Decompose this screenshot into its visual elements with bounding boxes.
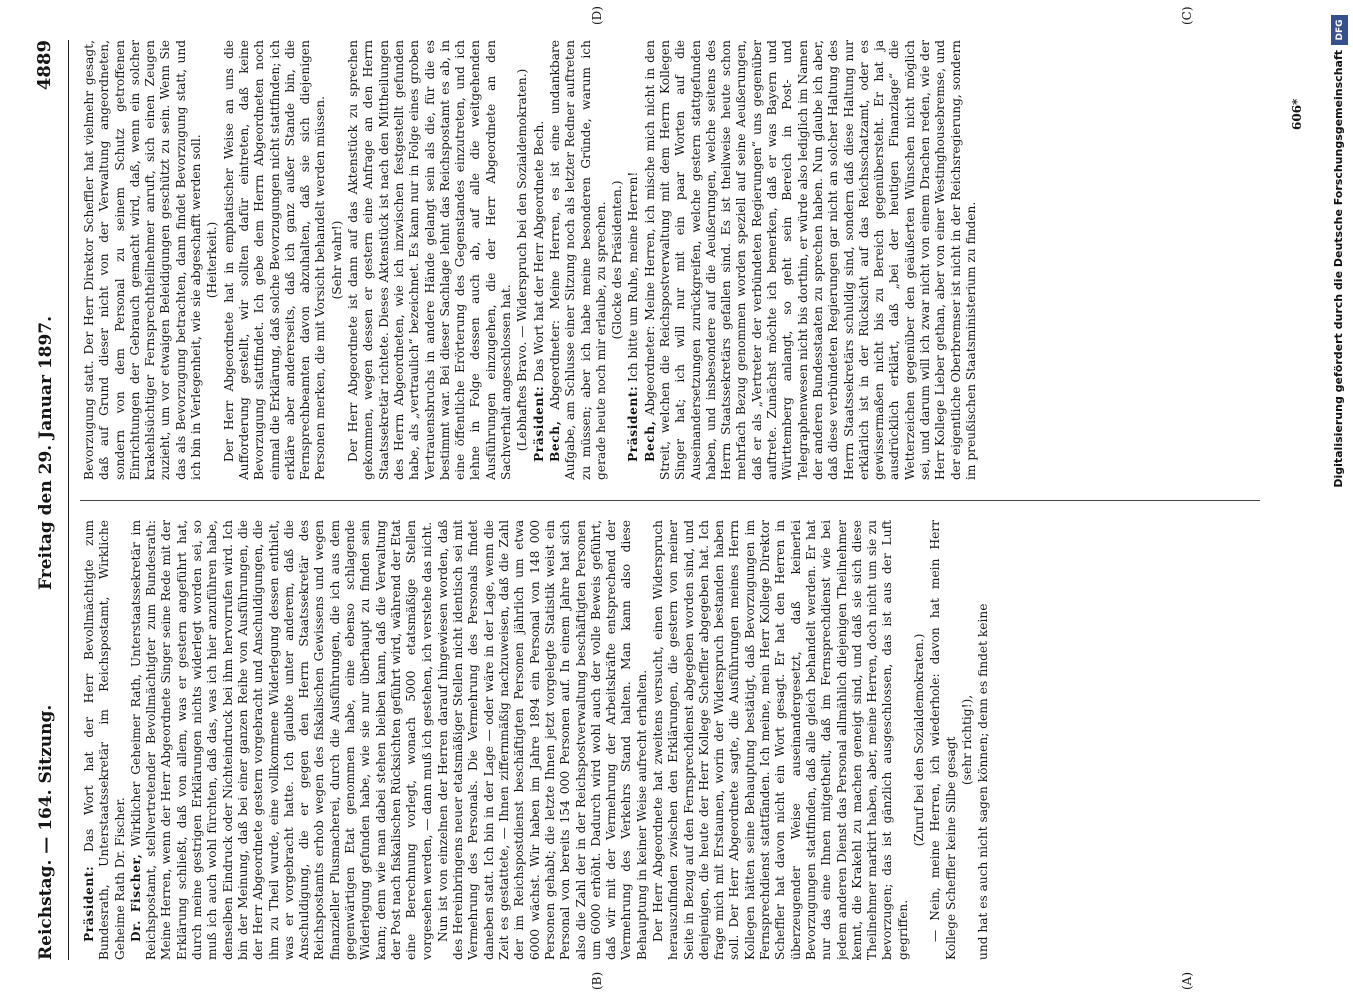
stage-direction: (Sehr wahr!): [329, 220, 344, 300]
left-column: [82, 520, 1267, 960]
stage-direction: (Glocke des Präsidenten.): [610, 180, 625, 340]
paragraph-text: Abgeordneter: Meine Herren, es ist eine undankbare Aufgabe, am Schlusse einer Sitzung noch als letzter Redner auftreten zu müssen; aber ich habe meine besonderen Gründe, warum ich gerade heute noch mir erlaube, zu sprechen.: [547, 40, 608, 480]
speaker-name: Dr. Fischer,: [128, 853, 143, 942]
paragraph: [129, 520, 435, 960]
speaker-name: Präsident:: [82, 865, 96, 942]
paragraph-text: Wirklicher Geheimer Rath, Unterstaatssekretär im Reichspostamt, stellvertretender Bevollmächtigter zum Bundesrath: Meine Herren, wenn der Herr Abgeordnete Singer seine Rede mit der Erklärung schließt, daß von allem, was er gestern angeführt hat, durch meine gestrigen Erklärungen nichts widerlegt worden sei, so muß ich auch wohl fürchten, daß das, was ich hier anzuführen habe, denselben Eindruck oder Nichteindruck bei ihm hervorrufen wird. Ich bin der Meinung, daß bei einer ganzen Reihe von Ausführungen, die der Herr Abgeordnete gestern vorgebracht und Anschuldigungen, die ihm zu Theil wurde, eine vollkommene Widerlegung dessen enthielt, was er vorgebracht hatte. Ich glaubte unter anderem, daß die Anschuldigung, die er gegen den Herrn Staatssekretär des Reichspostamts erhob wegen des fiskalischen Gewissens und wegen finanzieller Plusmacherei, durch die Ausführungen, die ich aus dem gegenwärtigen Etat genommen habe, eine ebenso schlagende Widerlegung gefunden habe, wie sie nur überhaupt zu finden sein kann; denn wie man dabei stehen bleiben kann, daß die Verwaltung der Post nach fiskalischen Rücksichten geführt wird, während der Etat eine Berechnung vorlegt, wonach 5000 etatsmäßige Stellen vorgesehen werden, — dann muß ich gestehen, ich verstehe das nicht.: [128, 520, 434, 960]
paragraph: [548, 40, 609, 480]
page-signature: 606*: [1290, 98, 1304, 130]
paragraph: [346, 40, 514, 480]
paragraph-text: Das Wort hat der Herr Abgeordnete Bech.: [531, 120, 546, 386]
speaker-name: Präsident:: [531, 385, 546, 462]
paragraph-text: Der Herr Abgeordnete ist dann auf das Aktenstück zu sprechen gekommen, wegen dessen er gestern eine Anfrage an den Herrn Staatssekretär richtete. Dieses Aktenstück ist nach den Mittheilungen des Herrn Abgeordneten, wie ich inzwischen festgestellt gefunden habe, als „vertraulich“ bezeichnet. Es kann nur in Folge eines groben Vertrauensbruchs in andere Hände gelangt sein als die, für die es bestimmt war. Bei dieser Sachlage lehnt das Reichspostamt es ab, in eine öffentliche Erörterung des Gegenstandes einzutreten, und ich lehne in Folge dessen auch ab, auf alle die weitgehenden Ausführungen einzugehen, die der Herr Abgeordnete an den Sachverhalt angeschlossen hat.: [346, 40, 514, 480]
speaker-name: Bech,: [547, 420, 562, 462]
dfg-logo: DFG: [1331, 15, 1348, 45]
paragraph: [651, 520, 911, 960]
paragraph: [82, 40, 204, 480]
column-divider: [80, 500, 1260, 501]
paragraph: [222, 40, 329, 480]
paragraph-text: Der Herr Abgeordnete hat in emphatischer Weise an uns die Aufforderung gestellt, wir sollten dafür eintreten, daß keine Bevorzugung stattfindet. Ich gebe dem Herrn Abgeordneten noch einmal die Erklärung, daß solche Bevorzugungen nicht stattfinden; ich erkläre aber andererseits, daß ich ganz außer Stande bin, die Fernsprechbeamten davon abzuhalten, daß sie sich diejenigen Personen merken, die mit Vorsicht behandelt werden müssen.: [221, 40, 328, 480]
header-date: Freitag den 29. Januar 1897.: [36, 315, 56, 590]
page-header: [28, 40, 69, 960]
paragraph: [436, 520, 650, 960]
paragraph-text: Das Wort hat der Herr Bevollmächtigte zum Bundesrath, Unterstaatssekretär im Reichspostamt, Wirkliche Geheime Rath Dr. Fischer.: [82, 520, 127, 960]
paragraph-text: und hat es auch nicht sagen können; denn es findet keine: [976, 603, 991, 960]
paragraph: [976, 520, 991, 960]
speaker-name: Bech,: [642, 420, 657, 462]
paragraph-text: Nun ist von einzelnen der Herren darauf hingewiesen worden, daß des Hereinbringens neuer etatsmäßiger Stellen nicht identisch sei mit Vermehrung des Personals. Die Vermehrung des Personals findet daneben statt. Ich bin in der Lage — oder wäre in der Lage, wenn die Zeit es gestattete, — Ihnen ziffernmäßig nachzuweisen, daß die Zahl der im Reichspostdienst beschäftigten Personen jährlich um etwa 6000 wächst. Wir haben im Jahre 1894 ein Personal von 148 000 Personen gehabt; die letzte Ihnen jetzt vorgelegte Statistik weist ein Personal von bereits 154 000 Personen auf. In einem Jahre hat sich also die Zahl der in der Reichspostverwaltung beschäftigten Personen um 6000 erhöht. Dadurch wird wohl auch der volle Beweis geführt, daß wir mit der Vermehrung der Arbeitskräfte entsprechend der Vermehrung des Verkehrs Stand halten. Man kann also diese Behauptung in keiner Weise aufrecht erhalten.: [435, 520, 649, 960]
paragraph: [626, 40, 641, 480]
stage-direction: (Lebhaftes Bravo. — Widerspruch bei den Sozialdemokraten.): [515, 68, 530, 452]
speaker-name: Präsident:: [626, 385, 641, 462]
paragraph: [928, 520, 959, 960]
paragraph-text: Bevorzugung statt. Der Herr Direktor Scheffler hat vielmehr gesagt, daß auf Grund dieser nicht von der Verwaltung angeordneten, sondern von dem Personal zu seinem Schutz getroffenen Einrichtungen der Gebrauch gemacht wird, daß, wenn ein solcher krakehlsüchtiger Fernsprechtheilnehmer anruft, sich einen Zeugen zuzieht, um vor etwaigen Beleidigungen geschützt zu sein. Wenn Sie das als Bevorzugung betrachten, dann findet Bevorzugung statt, und ich bin in Verlegenheit, wie sie abgeschafft werden soll.: [82, 40, 204, 480]
stage-direction: (sehr richtig!),: [959, 694, 974, 786]
paragraph-text: Der Herr Abgeordnete hat zweitens versucht, einen Widerspruch herauszufinden zwischen den Erklärungen, die gestern von meiner Seite in Bezug auf den Fernsprechdienst abgegeben worden sind, und denjenigen, die heute der Herr Kollege Scheffler abgegeben hat. Ich frage mich mit Erstaunen, worin der Widerspruch bestanden haben soll. Der Herr Abgeordnete sagte, die Ausführungen meines Herrn Kollegen hätten seine Behauptung bestätigt, daß Bevorzugungen im Fernsprechdienst stattfänden. Ich meine, mein Herr Kollege Direktor Scheffler hat davon nicht ein Wort gesagt. Er hat den Herren in überzeugender Weise auseinandergesetzt, daß keinerlei Bevorzugungen stattfinden, daß alle gleich behandelt werden. Er hat nur das eine Ihnen mitgetheilt, daß im Fernsprechdienst wie bei jedem anderen Dienst das Personal allmählich diejenigen Theilnehmer kennt, die Krakehl zu machen geneigt sind, und daß sie sich diese Theilnehmer markirt haben, aber, meine Herren, doch nicht um sie zu bevorzugen; das ist gänzlich ausgeschlossen, das ist aus der Luft gegriffen.: [650, 520, 910, 960]
paragraph-text: Abgeordneter: Meine Herren, ich mische mich nicht in den Streit, welchen die Reichspostverwaltung mit dem Herrn Kollegen Singer hat; ich will nur mit ein paar Worten auf die Auseinandersetzungen zurückgreifen, welche gestern stattgefunden haben, und insbesondere auf die Aeußerungen, welche seitens des Herrn Staatssekretärs gefallen sind. Es ist theilweise heute schon mehrfach Bezug genommen worden speziell auf seine Aeußerungen, daß er als „Vertreter der verbündeten Regierungen“ uns gegenüber auftrete. Zunächst möchte ich bemerken, daß er was Bayern und Württemberg anlangt, so geht sein Bereich in Post- und Telegraphenwesen nicht bis dorthin, er würde also lediglich im Namen der anderen Bundesstaaten zu sprechen haben. Nun glaube ich aber, daß diese verbündeten Regierungen gar nicht an solcher Haltung des Herrn Staatssekretärs schuldig sind, sondern daß diese Haltung nur erklärlich ist in der Rücksicht auf das Reichsschatzamt, oder es gewissermaßen nicht bis zu Bereich gegenübersteht. Er hat ja ausdrücklich erklärt, daß „bei der heutigen Finanzlage“ die Wetterzeichen gegenüber den geäußerten Wünschen nicht möglich sei, und darum will ich zwar nicht von einem Drachen reden, wie der Herr Kollege Lieber gethan, aber von einer Westinghousebremse, und der eigentliche Oberbremser ist nicht in der Reichsregierung, sondern im preußischen Staatsministerium zu finden.: [642, 40, 978, 480]
paragraph-text: Ich bitte um Ruhe, meine Herren!: [626, 171, 641, 386]
paragraph: [82, 520, 128, 960]
right-column: [82, 40, 1267, 480]
stage-direction: (Heiterkeit.): [205, 221, 220, 299]
footer-strip: [1328, 0, 1352, 1000]
header-left: Reichstag. — 164. Sitzung.: [36, 704, 56, 960]
paragraph: [643, 40, 980, 480]
header-page-number: 4889: [34, 40, 55, 91]
margin-marker-c: (C): [1180, 6, 1194, 25]
margin-marker-b: (B): [590, 971, 604, 990]
stage-direction: (Zuruf bei den Sozialdemokraten.): [912, 633, 927, 847]
digitization-credit: Digitalisierung gefördert durch die Deutsche Forschungsgemeinschaft: [1332, 50, 1345, 488]
paragraph-text: — Nein, meine Herren, ich wiederhole: davon hat mein Herr Kollege Scheffler keine Silbe gesagt: [928, 520, 958, 960]
margin-marker-d: (D): [590, 6, 604, 25]
margin-marker-a: (A): [1180, 971, 1194, 990]
paragraph: [532, 40, 547, 480]
